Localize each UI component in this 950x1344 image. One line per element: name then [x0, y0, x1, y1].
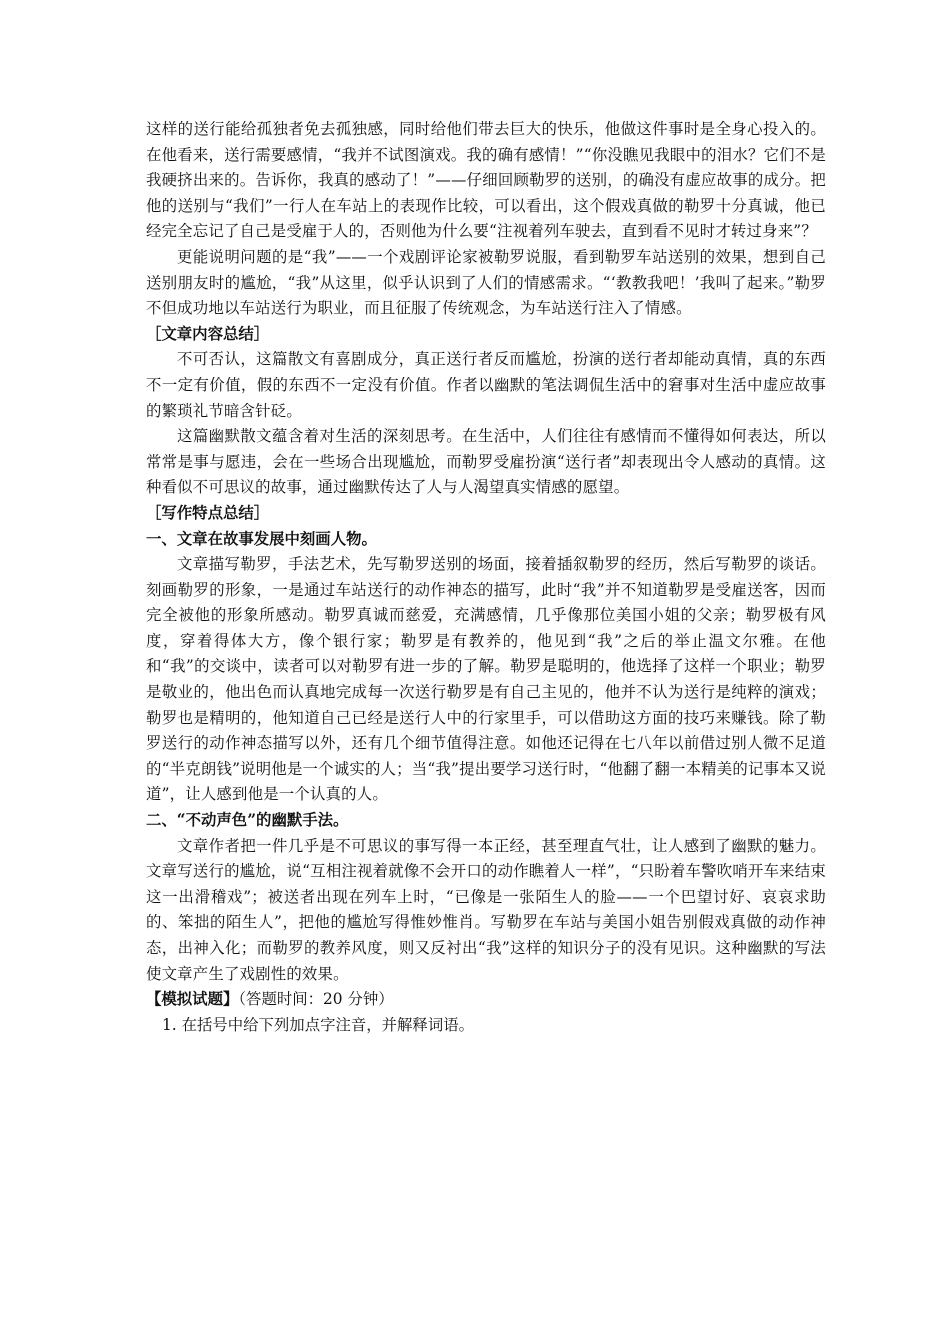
section-heading-writing-features: ［写作特点总结］	[146, 503, 270, 522]
subheading-2: 二、“不动声色”的幽默手法。	[146, 811, 349, 830]
paragraph-3: 不可否认，这篇散文有喜剧成分，真正送行者反而尴尬，扮演的送行者却能动真情，真的东西不一定有价值，假的东西不一定没有价值。作者以幽默的笔法调侃生活中的窘事对生活中虚应故事的繁琐礼节暗含针砭。	[146, 350, 826, 420]
paragraph-2: 更能说明问题的是“我”——一个戏剧评论家被勒罗说服，看到勒罗车站送别的效果，想到自己送别朋友时的尴尬，“我”从这里，似乎认识到了人们的情感需求。“‘教教我吧！’我叫了起来。”勒罗不但成功地以车站送行为职业，而且征服了传统观念，为车站送行注入了情感。	[146, 247, 826, 318]
document-page	[146, 117, 826, 1038]
paragraph-6: 文章作者把一件几乎是不可思议的事写得一本正经，甚至理直气壮，让人感到了幽默的魅力。文章写送行的尴尬，说“互相注视着就像不会开口的动作瞧着人一样”，“只盼着车警吹哨开车来结束这一出滑稽戏”；被送者出现在列车上时，“已像是一张陌生人的脸——一个巴望讨好、哀哀求助的、笨拙的陌生人”，把他的尴尬写得惟妙惟肖。写勒罗在车站与美国小姐告别假戏真做的动作神态，出神入化；而勒罗的教养风度，则又反衬出“我”这样的知识分子的没有见识。这种幽默的写法使文章产生了戏剧性的效果。	[146, 836, 826, 983]
paragraph-1: 这样的送行能给孤独者免去孤独感，同时给他们带去巨大的快乐，他做这件事时是全身心投入的。在他看来，送行需要感情，“我并不试图演戏。我的确有感情！”“你没瞧见我眼中的泪水？它们不是我硬挤出来的。告诉你，我真的感动了！”——仔细回顾勒罗的送别，的确没有虚应故事的成分。把他的送别与“我们”一行人在车站上的表现作比较，可以看出，这个假戏真做的勒罗十分真诚，他已经完全忘记了自己是受雇于人的，否则他为什么要“注视着列车驶去，直到看不见时才转过身来”？	[146, 120, 826, 241]
paragraph-4: 这篇幽默散文蕴含着对生活的深刻思考。在生活中，人们往往有感情而不懂得如何表达，所以常常是事与愿违，会在一些场合出现尴尬，而勒罗受雇扮演“送行者”却表现出令人感动的真情。这种看似不可思议的故事，通过幽默传达了人与人渴望真实情感的愿望。	[146, 427, 826, 497]
section-heading-content-summary: ［文章内容总结］	[146, 324, 270, 343]
exam-question-1: 1. 在括号中给下列加点字注音，并解释词语。	[162, 1015, 474, 1034]
subheading-1: 一、文章在故事发展中刻画人物。	[146, 529, 377, 548]
exam-title: 【模拟试题】	[146, 990, 239, 1009]
exam-heading	[146, 987, 826, 1013]
paragraph-5: 文章描写勒罗，手法艺术，先写勒罗送别的场面，接着插叙勒罗的经历，然后写勒罗的谈话。刻画勒罗的形象，一是通过车站送行的动作神态的描写，此时“我”并不知道勒罗是受雇送客，因而完全被他的形象所感动。勒罗真诚而慈爱，充满感情，几乎像那位美国小姐的父亲；勒罗极有风度，穿着得体大方，像个银行家；勒罗是有教养的，他见到“我”之后的举止温文尔雅。在他和“我”的交谈中，读者可以对勒罗有进一步的了解。勒罗是聪明的，他选择了这样一个职业；勒罗是敬业的，他出色而认真地完成每一次送行勒罗是有自己主见的，他并不认为送行是纯粹的演戏；勒罗也是精明的，他知道自己已经是送行人中的行家里手，可以借助这方面的技巧来赚钱。除了勒罗送行的动作神态描写以外，还有几个细节值得注意。如他还记得在七八年以前借过别人微不足道的“半克朗钱”说明他是一个诚实的人；当“我”提出要学习送行时，“他翻了翻一本精美的记事本又说道”，让人感到他是一个认真的人。	[146, 555, 826, 804]
exam-time-note: （答题时间：20 分钟）	[238, 990, 394, 1009]
